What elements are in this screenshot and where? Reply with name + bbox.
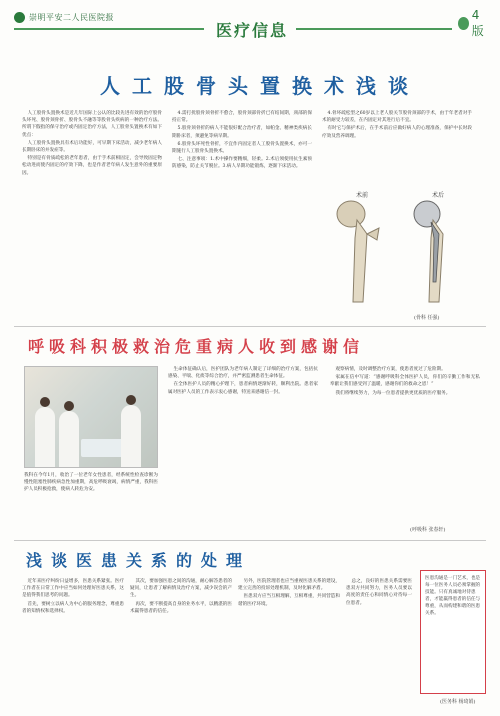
article3-paragraph: 再次，要不断提高自身的业务水平，以精湛的医术赢得患者的信任。: [130, 601, 232, 614]
hip-implant-icon: [409, 198, 467, 306]
doctor-figure: [121, 405, 141, 467]
article3-paragraph: 其次，要加强医患之间的沟通，耐心解答患者的疑问，让患者了解病情及治疗方案，减少误会的产生。: [130, 579, 232, 599]
header-rule-left: [14, 28, 204, 30]
article1-paragraph: 七、注意事项：1.术中操作要精细，轻柔。2.术后须使用抗生素预防感染，防止关节脱位。3.病人早期功能锻炼，逐渐下床活动。: [172, 157, 312, 170]
article1-credit: (骨科 任强): [414, 315, 440, 321]
article2-paragraph: 在全体医护人员的精心护理下，患者病情逐渐好转，顺利出院。患者家属对医护人员的工作表示衷心感谢，特送来感谢信一封。: [168, 382, 318, 395]
article2-paragraph: 我们将继续努力，为每一位患者提供更优质的医疗服务。: [335, 390, 451, 396]
article1-paragraph: 5.股骨颈骨折的病人不能很好配合治疗者，如帕金、精神类疾病长期卧床者，须避免等病早期。: [172, 126, 312, 139]
article3-column-4: [346, 578, 412, 708]
doctor-head: [40, 397, 50, 407]
page-number: [458, 7, 488, 38]
nurse-figure: [59, 411, 79, 467]
hospital-name: 崇明平安二人民医院报: [29, 12, 114, 22]
article3-sidebar-note: 医患沟通是一门艺术，也是每一位医务人员必须掌握的技能。只有真诚地对待患者，才能赢得患者的信任与尊重，从而构建和谐的医患关系。: [420, 570, 486, 694]
article1-headline: 人工股骨头置换术浅谈: [100, 74, 420, 98]
femur-bone-icon: [333, 198, 391, 306]
doctor-head: [126, 395, 136, 405]
article2-credit: (呼吸科 张春轩): [410, 527, 446, 533]
section-title: 医疗信息: [215, 21, 288, 40]
article3-paragraph: 近年来医疗纠纷日益增多，医患关系紧张。医疗工作者在日常工作中应当如何处理好医患关系，这是值得我们思考的问题。: [22, 579, 124, 599]
article1-column-1: [22, 110, 162, 320]
header-rule-right: [296, 28, 452, 30]
article1-paragraph: 4.骨坏疏松型之60岁以上老人股关节股骨颈部的手术，由于年老者对手术的耐受力较差，在内固定对其进行后不宜。: [322, 111, 472, 124]
article1-paragraph: 特别是有骨质疏松的老年患者，由于手术前相固定，会导致固定物松动进而使内固定的疗效下降，也是作者老年病人发生意外的重要原因。: [22, 156, 162, 176]
article1-paragraph: 人工股骨头置换具有术后功能好，可早期下床活动，减少老年病人长期卧床的并发症等。: [22, 140, 162, 154]
article1-column-2: [172, 110, 312, 320]
article3-paragraph: 医患双方应当互相理解，互相尊重，共同营造和谐的医疗环境。: [238, 594, 340, 607]
hospital-logo-icon: [14, 12, 25, 23]
article1-paragraph: 有时它与保护术后，在手术前后应做好病人的心理准备，保护中长时段疗效及营养调理。: [322, 126, 472, 139]
article2-paragraph: 家属在信中写道：“感谢呼吸科全体医护人员，你们的辛勤工作和无私奉献让我们感受到了温暖，感谢你们的救命之恩！”: [330, 375, 480, 388]
ward-photo: [24, 366, 158, 468]
article1-paragraph: 人工股骨头置换术是近几年国际上公认的比较先进有效的治疗股骨头坏死、股骨颈骨折、股骨头不融等等股骨头疾病的一种治疗方法。所谓下假指的保守治疗或内固定治疗方法，人工股骨头置换术有如下优点：: [22, 111, 162, 138]
page-header: [0, 0, 500, 44]
xray-before: [329, 190, 395, 310]
article2-headline: 呼吸科积极救治危重病人收到感谢信: [28, 337, 365, 356]
hospital-logo: [14, 10, 134, 24]
article2-column-2: [330, 366, 480, 536]
article1-column-3: [322, 110, 472, 190]
article3-paragraph: 首先，要树立以病人为中心的服务理念，尊重患者的知情权和选择权。: [22, 601, 124, 614]
xray-after: [405, 190, 471, 310]
article3-credit: (医务科 杨琦娟): [440, 699, 476, 705]
photo-caption: 我科在今年1月，收治了一位老年女性患者，经系统性检查诊断为慢性阻塞性肺疾病急性加重期，高危呼吸衰竭，病情严重，我科医护人员积极抢救，使病人转危为安。: [24, 473, 158, 493]
article3-column-2: [130, 578, 232, 708]
article3-paragraph: 总之，良好的医患关系需要医患双方共同努力，医务人员要以高度的责任心和同情心对待每一位患者。: [346, 579, 412, 606]
article2-paragraph: 生命体征确认后，医护团队为老年病人制定了详细的治疗方案，包括抗感染、平喘、化痰等综合治疗，并严密监测患者生命体征。: [168, 367, 318, 380]
article1-paragraph: 4.需打扰股骨颈骨折不愈合，股骨颈部骨折已有结间期，颈部的保持正常。: [172, 111, 312, 124]
article3-column-3: [238, 578, 340, 708]
doctor-figure: [35, 407, 55, 467]
article2-column-1: [168, 366, 318, 536]
xray-figures: [326, 190, 474, 310]
page-number-icon: [458, 17, 469, 30]
page-number-text: 4版: [471, 7, 484, 38]
article2-paragraph: 观察病情，及时调整治疗方案，使患者度过了危险期。: [335, 367, 446, 372]
section-divider: [14, 326, 486, 327]
article1-paragraph: 6.股骨头坏死性骨折，不宜作内固定者人工股骨头置换术，亦可一期施行人工股骨头置换术。: [172, 141, 312, 155]
article3-headline: 浅谈医患关系的处理: [26, 551, 252, 570]
article3-column-1: [22, 578, 124, 708]
article3-paragraph: 另外，医院管理者也应当重视医患关系的建设，建立完善的投诉处理机制，及时化解矛盾。: [238, 579, 340, 592]
xray-after-label: 术后: [431, 192, 444, 199]
nurse-head: [64, 401, 74, 411]
xray-before-label: 术前: [355, 192, 368, 199]
section-divider: [14, 540, 486, 541]
